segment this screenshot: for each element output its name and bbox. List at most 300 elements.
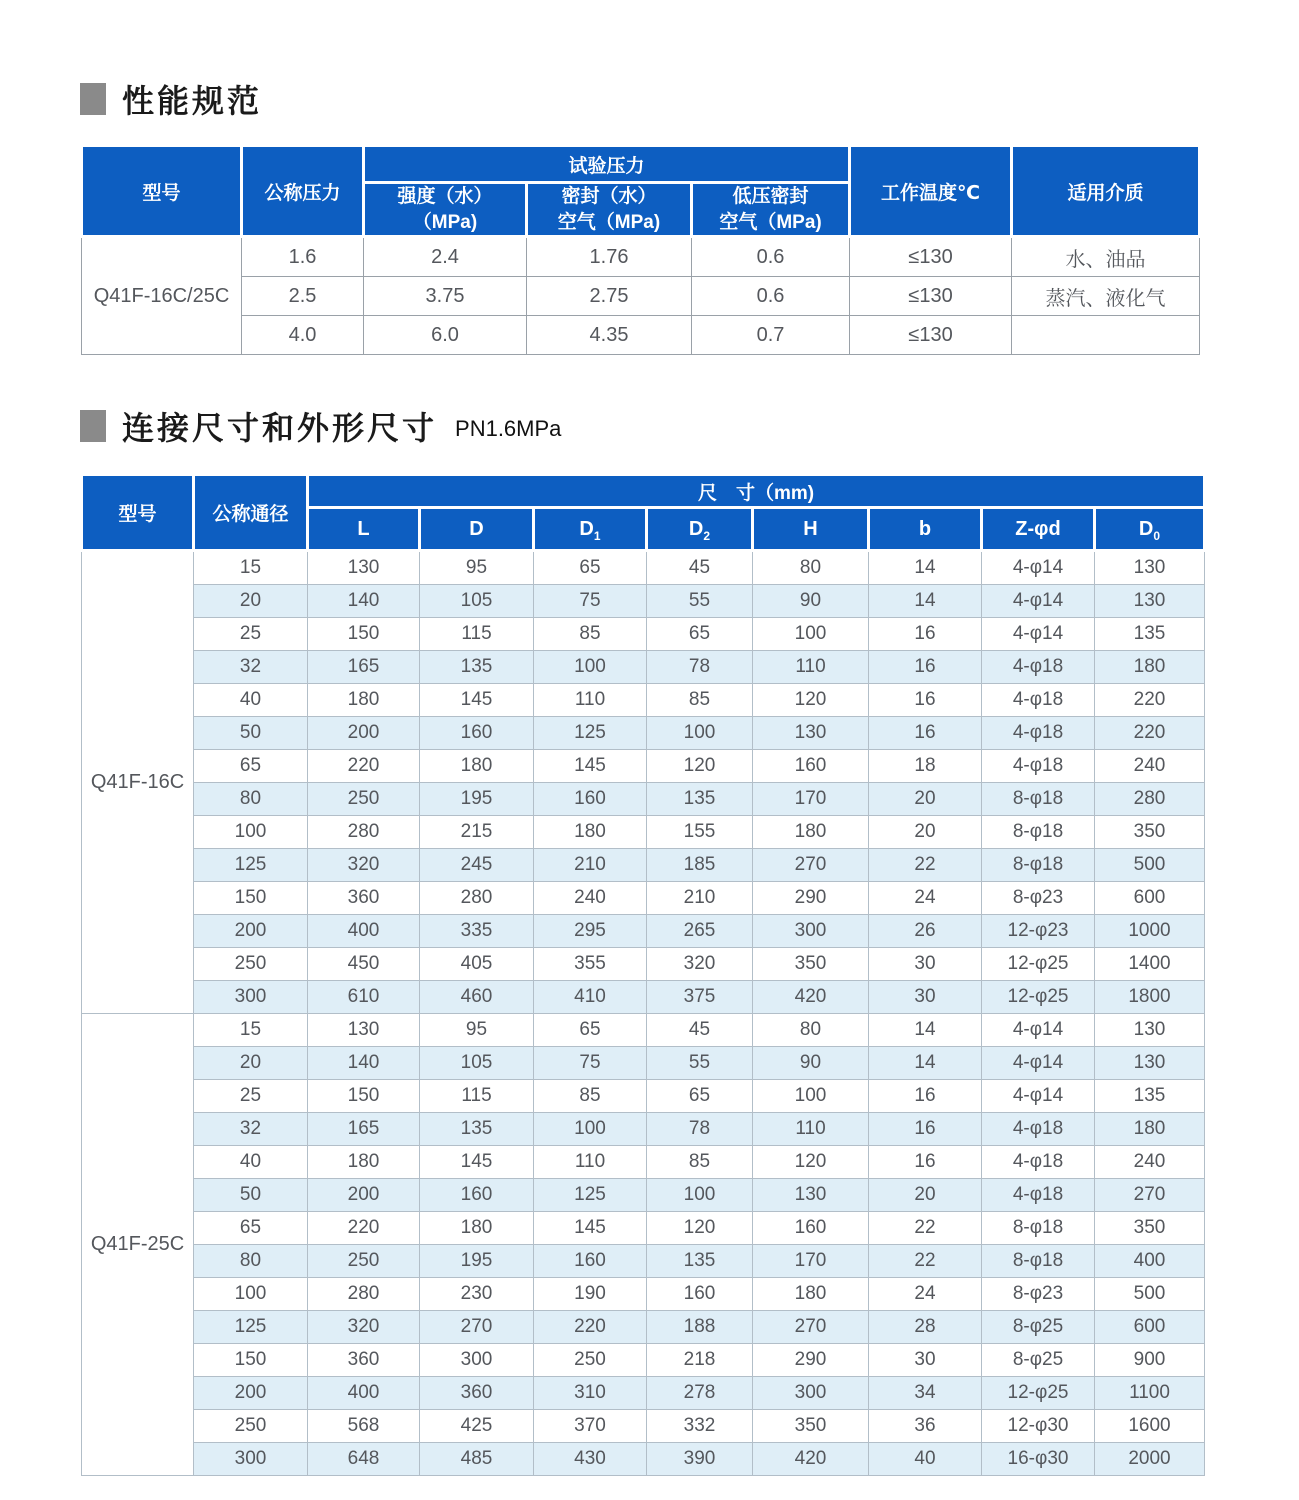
spec-cell: 2.5 [242, 277, 364, 316]
dimension-cell: 130 [308, 1014, 420, 1047]
dimension-cell: 130 [308, 551, 420, 585]
dim-label: D [688, 517, 704, 540]
dimension-cell: 410 [534, 981, 647, 1014]
dimension-cell: 200 [308, 717, 420, 750]
dimension-cell: 30 [869, 981, 982, 1014]
dimension-cell: 180 [753, 816, 869, 849]
col-header-low-pressure-seal [692, 183, 850, 237]
header-line: 强度（水） [397, 186, 493, 207]
dim-label: D [1138, 517, 1154, 540]
dimension-cell: 25 [194, 1080, 308, 1113]
dimension-cell: 375 [647, 981, 753, 1014]
dimension-cell: 22 [869, 849, 982, 882]
dimension-cell: 370 [534, 1410, 647, 1443]
dimension-cell: 1000 [1095, 915, 1205, 948]
dimension-cell: 100 [647, 717, 753, 750]
table-row [82, 1278, 1205, 1311]
dimension-cell: 95 [420, 1014, 534, 1047]
dimension-cell: 160 [420, 1179, 534, 1212]
dimension-cell: 900 [1095, 1344, 1205, 1377]
dimension-cell: 135 [1095, 1080, 1205, 1113]
dimension-cell: 8-φ18 [982, 849, 1095, 882]
dimension-cell: 290 [753, 882, 869, 915]
dimension-cell: 34 [869, 1377, 982, 1410]
dimension-cell: 8-φ25 [982, 1311, 1095, 1344]
dimension-cell: 90 [753, 1047, 869, 1080]
header-line: 空气（MPa) [719, 211, 822, 233]
dimension-cell: 310 [534, 1377, 647, 1410]
dimension-cell: 130 [1095, 551, 1205, 585]
dimension-cell: 16-φ30 [982, 1443, 1095, 1476]
dimension-cell: 125 [534, 717, 647, 750]
dimension-cell: 300 [420, 1344, 534, 1377]
dimension-cell: 1100 [1095, 1377, 1205, 1410]
dimension-cell: 110 [753, 651, 869, 684]
model-label: Q41F-16C [82, 551, 194, 1014]
dimension-cell: 12-φ25 [982, 981, 1095, 1014]
dimension-cell: 485 [420, 1443, 534, 1476]
section-bullet-icon [80, 83, 106, 115]
dimension-cell: 130 [753, 1179, 869, 1212]
dimension-cell: 280 [1095, 783, 1205, 816]
dimension-cell: 16 [869, 1146, 982, 1179]
dimension-cell: 85 [647, 1146, 753, 1179]
spec-cell [1012, 316, 1200, 355]
dimension-cell: 220 [308, 750, 420, 783]
dim-label: b [918, 517, 932, 540]
dimension-cell: 165 [308, 1113, 420, 1146]
dimension-cell: 360 [420, 1377, 534, 1410]
dimension-cell: 65 [194, 750, 308, 783]
dimension-cell: 18 [869, 750, 982, 783]
col-header-strength-water [364, 183, 527, 237]
dimension-cell: 78 [647, 651, 753, 684]
dimension-cell: 4-φ18 [982, 1113, 1095, 1146]
dimension-cell: 425 [420, 1410, 534, 1443]
dimension-cell: 20 [869, 816, 982, 849]
dimension-cell: 110 [534, 1146, 647, 1179]
spec-cell: 3.75 [364, 277, 527, 316]
dimension-cell: 4-φ14 [982, 551, 1095, 585]
dimension-cell: 300 [194, 981, 308, 1014]
dimension-cell: 135 [647, 783, 753, 816]
table-row [82, 585, 1205, 618]
model-label: Q41F-16C/25C [82, 237, 242, 355]
spec-cell: 4.35 [527, 316, 692, 355]
table-row [82, 1377, 1205, 1410]
dimension-cell: 16 [869, 717, 982, 750]
dimension-cell: 16 [869, 684, 982, 717]
dimension-cell: 90 [753, 585, 869, 618]
dimension-cell: 100 [753, 1080, 869, 1113]
dimension-cell: 75 [534, 1047, 647, 1080]
dimension-cell: 170 [753, 783, 869, 816]
dimension-cell: 36 [869, 1410, 982, 1443]
dimension-cell: 4-φ18 [982, 750, 1095, 783]
col-header-D [420, 508, 534, 551]
dimension-cell: 8-φ18 [982, 1245, 1095, 1278]
col-header-test-pressure-group: 试验压力 [364, 146, 850, 183]
dimension-cell: 65 [194, 1212, 308, 1245]
dimension-cell: 100 [194, 816, 308, 849]
dimension-cell: 648 [308, 1443, 420, 1476]
dimension-cell: 270 [753, 1311, 869, 1344]
dimension-cell: 120 [753, 684, 869, 717]
dimension-cell: 130 [1095, 1047, 1205, 1080]
dimension-cell: 390 [647, 1443, 753, 1476]
dimension-cell: 240 [534, 882, 647, 915]
dim-subscript: 2 [703, 528, 711, 543]
dimension-cell: 240 [1095, 750, 1205, 783]
dimension-cell: 40 [194, 684, 308, 717]
dimension-cell: 55 [647, 1047, 753, 1080]
dimension-cell: 1600 [1095, 1410, 1205, 1443]
dimension-cell: 180 [534, 816, 647, 849]
dimension-cell: 210 [534, 849, 647, 882]
page [80, 0, 1203, 1476]
dimension-cell: 270 [753, 849, 869, 882]
dimension-cell: 140 [308, 585, 420, 618]
dimension-cell: 40 [194, 1146, 308, 1179]
dimension-cell: 160 [420, 717, 534, 750]
dimension-cell: 25 [194, 618, 308, 651]
dimension-cell: 170 [753, 1245, 869, 1278]
dimension-cell: 250 [194, 1410, 308, 1443]
dimension-cell: 295 [534, 915, 647, 948]
dimension-cell: 135 [420, 651, 534, 684]
table-row [82, 1047, 1205, 1080]
dimension-cell: 180 [1095, 651, 1205, 684]
dimension-cell: 332 [647, 1410, 753, 1443]
dimension-cell: 78 [647, 1113, 753, 1146]
dimension-cell: 320 [647, 948, 753, 981]
spec-cell: 2.4 [364, 237, 527, 277]
dim-subscript: 0 [1153, 528, 1161, 543]
dimension-cell: 150 [308, 1080, 420, 1113]
dimension-cell: 125 [534, 1179, 647, 1212]
dimension-cell: 160 [534, 1245, 647, 1278]
dimension-cell: 30 [869, 1344, 982, 1377]
dim-subscript: 1 [593, 528, 601, 543]
dimension-cell: 8-φ18 [982, 1212, 1095, 1245]
dimension-cell: 4-φ14 [982, 585, 1095, 618]
dimension-cell: 180 [308, 684, 420, 717]
dimension-cell: 300 [194, 1443, 308, 1476]
table-row [82, 981, 1205, 1014]
performance-section [80, 0, 1203, 355]
dimension-cell: 4-φ14 [982, 1014, 1095, 1047]
performance-section-title [80, 76, 1203, 122]
dimension-cell: 150 [194, 1344, 308, 1377]
dimension-cell: 105 [420, 1047, 534, 1080]
dimension-cell: 280 [308, 1278, 420, 1311]
spec-cell: ≤130 [850, 237, 1012, 277]
dimension-cell: 15 [194, 551, 308, 585]
dimension-cell: 65 [647, 618, 753, 651]
table-row [82, 717, 1205, 750]
dimensions-section [80, 355, 1203, 1476]
dimension-cell: 420 [753, 981, 869, 1014]
col-header-b [869, 508, 982, 551]
col-header-dimensions-group: 尺 寸（mm) [308, 475, 1205, 508]
section-bullet-icon [80, 410, 106, 442]
dimension-cell: 8-φ25 [982, 1344, 1095, 1377]
dimension-cell: 55 [647, 585, 753, 618]
spec-cell: 蒸汽、液化气 [1012, 277, 1200, 316]
dimension-cell: 20 [194, 1047, 308, 1080]
header-line: 密封（水） [561, 186, 657, 207]
col-header-D0 [1095, 508, 1205, 551]
dimension-cell: 280 [420, 882, 534, 915]
dimension-cell: 265 [647, 915, 753, 948]
dimension-cell: 140 [308, 1047, 420, 1080]
dimension-cell: 220 [534, 1311, 647, 1344]
table-row [82, 551, 1205, 585]
header-line: 低压密封 [732, 186, 809, 207]
dimension-cell: 160 [753, 750, 869, 783]
table-row [82, 277, 1200, 316]
dimension-cell: 110 [534, 684, 647, 717]
dimension-cell: 610 [308, 981, 420, 1014]
dimension-cell: 8-φ23 [982, 1278, 1095, 1311]
dimension-cell: 430 [534, 1443, 647, 1476]
spec-cell: 1.6 [242, 237, 364, 277]
dimension-cell: 185 [647, 849, 753, 882]
dimension-cell: 160 [534, 783, 647, 816]
table-row [82, 1113, 1205, 1146]
dimension-cell: 210 [647, 882, 753, 915]
col-header-working-temp: 工作温度℃ [850, 146, 1012, 237]
spec-cell: 1.76 [527, 237, 692, 277]
dim-label: D [469, 517, 484, 540]
dimensions-section-title [80, 403, 1203, 449]
dimension-cell: 16 [869, 651, 982, 684]
dimension-cell: 80 [753, 1014, 869, 1047]
col-header-L [308, 508, 420, 551]
dimension-cell: 50 [194, 1179, 308, 1212]
dimension-cell: 32 [194, 1113, 308, 1146]
dimension-cell: 4-φ18 [982, 684, 1095, 717]
table-row [82, 618, 1205, 651]
dimension-cell: 115 [420, 1080, 534, 1113]
dimension-cell: 12-φ30 [982, 1410, 1095, 1443]
dimension-cell: 160 [647, 1278, 753, 1311]
table-row [82, 651, 1205, 684]
dimension-cell: 4-φ18 [982, 1179, 1095, 1212]
dimension-cell: 130 [753, 717, 869, 750]
dimension-cell: 190 [534, 1278, 647, 1311]
col-header-D1 [534, 508, 647, 551]
dimension-cell: 8-φ18 [982, 816, 1095, 849]
dimension-cell: 405 [420, 948, 534, 981]
dimension-cell: 85 [534, 1080, 647, 1113]
dim-label: H [803, 517, 818, 540]
spec-cell: 4.0 [242, 316, 364, 355]
dimension-cell: 220 [1095, 684, 1205, 717]
dimension-cell: 250 [534, 1344, 647, 1377]
dimension-cell: 30 [869, 948, 982, 981]
dimension-cell: 22 [869, 1212, 982, 1245]
dimension-cell: 2000 [1095, 1443, 1205, 1476]
dimension-cell: 4-φ18 [982, 717, 1095, 750]
performance-table [80, 144, 1201, 355]
header-row [82, 146, 1200, 183]
dimension-cell: 230 [420, 1278, 534, 1311]
dimension-cell: 12-φ23 [982, 915, 1095, 948]
dimension-cell: 245 [420, 849, 534, 882]
dimension-cell: 150 [194, 882, 308, 915]
dimension-cell: 95 [420, 551, 534, 585]
dimension-cell: 50 [194, 717, 308, 750]
dimension-cell: 215 [420, 816, 534, 849]
dimension-cell: 135 [647, 1245, 753, 1278]
dimension-cell: 250 [194, 948, 308, 981]
dimension-cell: 100 [194, 1278, 308, 1311]
dimension-cell: 145 [534, 1212, 647, 1245]
dimension-cell: 125 [194, 849, 308, 882]
dimension-cell: 400 [308, 1377, 420, 1410]
dimension-cell: 45 [647, 1014, 753, 1047]
dimension-cell: 125 [194, 1311, 308, 1344]
dimension-cell: 115 [420, 618, 534, 651]
dimension-cell: 120 [647, 750, 753, 783]
performance-table-head [82, 146, 1200, 237]
pressure-rating-label: PN1.6MPa [455, 416, 562, 442]
dimension-cell: 350 [1095, 1212, 1205, 1245]
table-row [82, 750, 1205, 783]
dimension-cell: 45 [647, 551, 753, 585]
table-row [82, 316, 1200, 355]
table-row [82, 1014, 1205, 1047]
dimension-cell: 400 [308, 915, 420, 948]
dimension-cell: 320 [308, 1311, 420, 1344]
dimension-cell: 120 [753, 1146, 869, 1179]
dimension-cell: 26 [869, 915, 982, 948]
dimension-cell: 135 [420, 1113, 534, 1146]
table-row [82, 1344, 1205, 1377]
table-row [82, 882, 1205, 915]
dimension-cell: 270 [420, 1311, 534, 1344]
performance-table-body [82, 237, 1200, 355]
dimension-cell: 350 [1095, 816, 1205, 849]
dimension-cell: 14 [869, 1047, 982, 1080]
dimension-cell: 200 [308, 1179, 420, 1212]
dimension-cell: 32 [194, 651, 308, 684]
dimension-cell: 24 [869, 1278, 982, 1311]
dimension-cell: 65 [647, 1080, 753, 1113]
dimension-cell: 180 [420, 1212, 534, 1245]
dimension-cell: 188 [647, 1311, 753, 1344]
table-row [82, 1311, 1205, 1344]
dimension-cell: 28 [869, 1311, 982, 1344]
table-row [82, 1179, 1205, 1212]
dimension-cell: 180 [308, 1146, 420, 1179]
dimension-cell: 80 [194, 1245, 308, 1278]
dimension-cell: 350 [753, 1410, 869, 1443]
dimension-cell: 20 [194, 585, 308, 618]
dimension-cell: 145 [420, 684, 534, 717]
dimension-cell: 4-φ14 [982, 618, 1095, 651]
dimension-cell: 360 [308, 882, 420, 915]
dimensions-table [80, 473, 1206, 1476]
dimension-cell: 130 [1095, 585, 1205, 618]
table-row [82, 1080, 1205, 1113]
spec-cell: 2.75 [527, 277, 692, 316]
dimension-cell: 80 [194, 783, 308, 816]
col-header-model: 型号 [82, 475, 194, 551]
dimension-cell: 80 [753, 551, 869, 585]
dim-label: Z-φd [1015, 517, 1061, 540]
dimension-cell: 14 [869, 1014, 982, 1047]
dimension-cell: 145 [534, 750, 647, 783]
col-header-seal-water-air [527, 183, 692, 237]
dimension-cell: 355 [534, 948, 647, 981]
dimension-cell: 200 [194, 915, 308, 948]
table-row [82, 1245, 1205, 1278]
table-row [82, 849, 1205, 882]
dimension-cell: 1400 [1095, 948, 1205, 981]
dimension-cell: 8-φ18 [982, 783, 1095, 816]
dimension-cell: 12-φ25 [982, 948, 1095, 981]
table-row [82, 1146, 1205, 1179]
dimension-cell: 16 [869, 618, 982, 651]
dimension-cell: 155 [647, 816, 753, 849]
section-title-text: 性能规范 [122, 83, 263, 119]
spec-cell: ≤130 [850, 316, 1012, 355]
dimension-cell: 180 [753, 1278, 869, 1311]
dimension-cell: 160 [753, 1212, 869, 1245]
col-header-nominal-pressure: 公称压力 [242, 146, 364, 237]
table-row [82, 915, 1205, 948]
col-header-H [753, 508, 869, 551]
dimension-cell: 600 [1095, 882, 1205, 915]
dimension-cell: 240 [1095, 1146, 1205, 1179]
header-line: （MPa) [412, 211, 478, 233]
dim-label: D [579, 517, 594, 540]
dimension-cell: 400 [1095, 1245, 1205, 1278]
model-label: Q41F-25C [82, 1014, 194, 1476]
spec-cell: 0.7 [692, 316, 850, 355]
dimension-cell: 4-φ14 [982, 1047, 1095, 1080]
dimensions-table-head [82, 475, 1205, 551]
table-row [82, 1443, 1205, 1476]
dimension-cell: 16 [869, 1080, 982, 1113]
dimension-cell: 180 [1095, 1113, 1205, 1146]
spec-cell: ≤130 [850, 277, 1012, 316]
dimension-cell: 450 [308, 948, 420, 981]
dimension-cell: 278 [647, 1377, 753, 1410]
dimension-cell: 40 [869, 1443, 982, 1476]
dimension-cell: 1800 [1095, 981, 1205, 1014]
dimension-cell: 4-φ14 [982, 1080, 1095, 1113]
dimension-cell: 200 [194, 1377, 308, 1410]
dimension-cell: 500 [1095, 849, 1205, 882]
dimension-cell: 100 [534, 1113, 647, 1146]
dimension-cell: 250 [308, 783, 420, 816]
dimension-cell: 8-φ23 [982, 882, 1095, 915]
dimension-cell: 75 [534, 585, 647, 618]
dimension-cell: 16 [869, 1113, 982, 1146]
dimension-cell: 320 [308, 849, 420, 882]
dimension-cell: 24 [869, 882, 982, 915]
dimension-cell: 20 [869, 783, 982, 816]
dimension-cell: 300 [753, 915, 869, 948]
dimension-cell: 218 [647, 1344, 753, 1377]
table-row [82, 948, 1205, 981]
dimension-cell: 300 [753, 1377, 869, 1410]
spec-cell: 0.6 [692, 237, 850, 277]
table-row [82, 783, 1205, 816]
